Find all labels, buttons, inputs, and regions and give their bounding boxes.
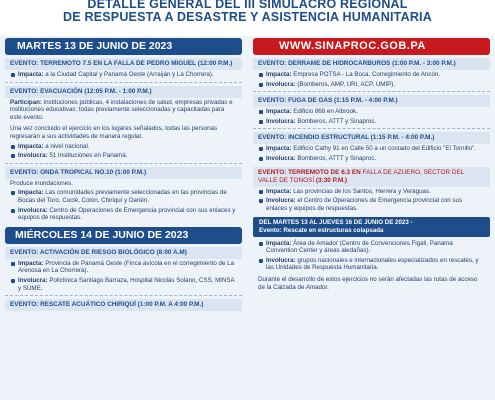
involves-text: grupos nacionales e internacionales especializados en rescates, y las Unidades de Respuesta Humanitaria.: [266, 256, 479, 272]
involves-text: (Bomberos, AMP, URI, ACP, UMIP).: [297, 80, 396, 88]
left-column: [5, 38, 242, 311]
divider: [5, 163, 242, 164]
involves-text: 51 Instituciones en Panamá.: [49, 152, 128, 160]
event-title-tropical-wave: EVENTO: ONDA TROPICAL NO.10 (1:00 P.M.): [5, 167, 242, 179]
involves-label: Involucra:: [18, 276, 48, 284]
event-impact: [5, 142, 242, 152]
involves-label: Involucra:: [266, 154, 296, 162]
page-header: [0, 0, 495, 36]
impact-label: Impacta:: [266, 187, 292, 195]
impact-label: Impacta:: [266, 145, 292, 153]
involves-label: Involucra:: [18, 206, 48, 214]
banner-line1: DEL MARTES 13 AL JUEVES 16 DE JUNIO DE 2023 -: [259, 219, 413, 227]
event-involves: [253, 80, 490, 90]
involves-text: Bomberos, ATTT y Sinaproc.: [297, 117, 377, 125]
impact-text: Área de Amador (Centro de Convenciones Figali, Panama Convention Center y áreas aledañas).: [266, 239, 453, 255]
event-title-red-part: EVENTO: TERREMOTO DE 6.3 EN: [258, 168, 361, 176]
impact-label: Impacta:: [18, 142, 44, 150]
impact-text: Edificio 868 en Albrook.: [293, 108, 358, 116]
involves-label: Involucra:: [18, 152, 48, 160]
date-banner-tuesday: MARTES 13 DE JUNIO DE 2023: [5, 38, 242, 55]
event-involves: [5, 276, 242, 293]
event-title-location: FALLA DE AZUERO, SECTOR DEL VALLE DE TONOSÍ: [258, 168, 465, 184]
event-description: Una vez concluido el ejercicio en los lugares señalados, todas las personas regresarán a sus actividades de manera regular.: [10, 125, 218, 140]
event-impact: [253, 239, 490, 256]
event-title-biological-risk: EVENTO: ACTIVACIÓN DE RIESGO BIOLÓGICO (8:00 A.M): [5, 247, 242, 259]
event-title-evacuation: EVENTO: EVACUACIÓN (12:05 P.M. - 1:00 P.M.): [5, 86, 242, 98]
involves-label: Involucra:: [266, 256, 296, 264]
impact-text: Empresa POTSA - La Boca, Corregimiento de Ancón.: [293, 71, 441, 78]
event-involves: [5, 206, 242, 223]
involves-text: Policlínica Santiago Barraza, Hospital Nicolás Solano, CSS, MINSA y SUME.: [18, 276, 235, 292]
event-impact: [253, 187, 490, 197]
event-impact: [5, 70, 242, 80]
event-impact: [253, 70, 490, 80]
impact-label: Impacta:: [18, 259, 44, 267]
event-title-structural-fire: EVENTO: INCENDIO ESTRUCTURAL (1:15 P.M. - 4:00 P.M.): [253, 132, 490, 144]
event-impact: [253, 107, 490, 117]
collapsed-structure-rescue-banner: [253, 217, 490, 236]
divider: [5, 82, 242, 83]
involves-label: Involucra:: [266, 80, 296, 88]
impact-label: Impacta:: [266, 71, 292, 78]
event-impact: [5, 259, 242, 276]
event-involves: [253, 196, 490, 213]
event-title-azuero-earthquake: [253, 167, 490, 187]
impact-label: Impacta:: [266, 239, 292, 247]
website-url-link[interactable]: WWW.SINAPROC.GOB.PA: [253, 38, 490, 55]
page-title-line2: DE RESPUESTA A DESASTRE Y ASISTENCIA HUMANITARIA: [63, 10, 432, 24]
involves-text: Centro de Operaciones de Emergencia provincial con sus enlaces y equipos de respuestas.: [18, 206, 236, 222]
event-impact: [5, 188, 242, 205]
participants-text: instituciones públicas, 4 instalaciones de salud, empresas privadas e instituciones educativas; todas previamente seleccionadas y capacitadas para este evento.: [10, 98, 233, 121]
event-title-gas-leak: EVENTO: FUGA DE GAS (1:15 P.M. - 4:00 P.M.): [253, 95, 490, 107]
event-participants: [5, 98, 242, 123]
banner-line2: Evento: Rescate en estructuras colapsada: [259, 226, 384, 234]
impact-label: Impacta:: [18, 71, 44, 78]
event-involves: [253, 154, 490, 164]
event-title-water-rescue: EVENTO: RESCATE ACUÁTICO CHIRIQUÍ (1:00 P.M. A 4:00 P.M.): [5, 299, 242, 311]
event-note: Durante el desarrollo de estos ejercicios no serán afectadas las rutas de acceso de la Calzada de Amador.: [258, 275, 478, 291]
event-involves: [253, 256, 490, 273]
event-involves: [253, 117, 490, 127]
divider: [253, 128, 490, 129]
impact-text: Las provincias de los Santos, Herrera y Veraguas.: [293, 187, 431, 195]
impact-text: Las comunidades previamente seleccionadas en las provincias de Bocas del Toro, Coclé, Colón, Chiriquí y Darién.: [18, 189, 227, 204]
involves-text: el Centro de Operaciones de Emergencia provincial con sus enlaces y equipos de respuestas.: [266, 197, 463, 212]
right-column: [253, 38, 490, 292]
impact-text: a la Ciudad Capital y Panamá Oeste (Arraiján y La Chorrera).: [45, 71, 214, 78]
event-title-earthquake: EVENTO: TERREMOTO 7.5 EN LA FALLA DE PEDRO MIGUEL (12:00 P.M.): [5, 58, 242, 70]
page-title-line1: DETALLE GENERAL DEL III SIMULACRO REGIONAL: [87, 0, 408, 11]
involves-text: Bomberos, ATTT y Sinaproc.: [297, 154, 377, 162]
divider: [253, 91, 490, 92]
divider: [5, 295, 242, 296]
date-banner-wednesday: MIÉRCOLES 14 DE JUNIO DE 2023: [5, 227, 242, 244]
event-impact: [253, 144, 490, 154]
impact-label: Impacta:: [18, 189, 44, 197]
involves-label: Involucra:: [266, 197, 296, 205]
impact-text: Edificio Cathy 91 en Calle 50 a un costado del Edificio "El Tornillo".: [293, 145, 476, 153]
event-title-time: (3:30 P.M.): [315, 176, 348, 184]
event-title-oil-spill: EVENTO: DERRAME DE HIDROCARBUROS (1:00 P.M. - 3:00 P.M.): [253, 58, 490, 70]
impact-text: a nivel nacional.: [45, 142, 90, 150]
event-involves: [5, 151, 242, 161]
impact-label: Impacta:: [266, 108, 292, 116]
event-description: Produce inundaciones.: [10, 179, 73, 187]
involves-label: Involucra:: [266, 117, 296, 125]
impact-text: Provincia de Panamá Oeste (Finca avícola en el corregimiento de La Arenosa en La Chorrera).: [18, 259, 235, 275]
participants-label: Participan:: [10, 98, 42, 106]
